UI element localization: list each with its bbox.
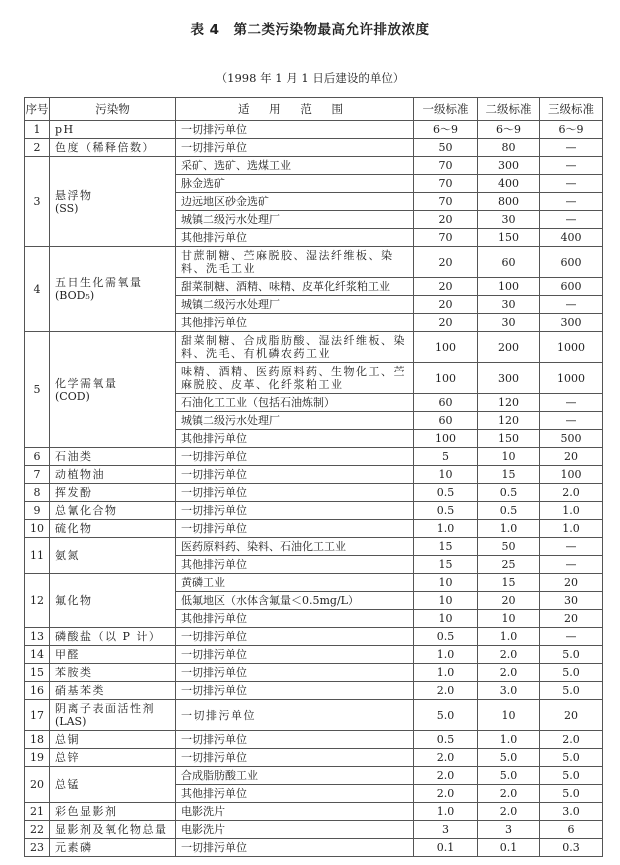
table-row <box>25 247 603 278</box>
scope-cell: 电影洗片 <box>176 821 414 839</box>
scope-cell: 味精、酒精、医药原料药、生物化工、苎麻脱胶、皮革、化纤浆粕工业 <box>176 363 414 394</box>
table-row <box>25 466 603 484</box>
pollutant-abbr: (COD) <box>55 389 90 403</box>
seq-cell: 19 <box>25 749 50 767</box>
level-2-value: 300 <box>478 363 540 394</box>
pollutant-name: 硝基苯类 <box>55 684 105 697</box>
level-3-value: — <box>540 296 603 314</box>
level-3-value: 20 <box>540 700 603 731</box>
seq-cell: 8 <box>25 484 50 502</box>
level-1-value: 20 <box>414 314 478 332</box>
pollutant-abbr: (BOD₅) <box>55 289 95 302</box>
scope-cell: 石油化工工业（包括石油炼制） <box>176 394 414 412</box>
level-1-value: 70 <box>414 175 478 193</box>
seq-cell: 7 <box>25 466 50 484</box>
table-subtitle: （1998 年 1 月 1 日后建设的单位） <box>215 71 405 85</box>
scope-cell: 其他排污单位 <box>176 314 414 332</box>
table-row <box>25 803 603 821</box>
level-1-value: 15 <box>414 556 478 574</box>
level-3-value: 20 <box>540 574 603 592</box>
level-2-value: 15 <box>478 574 540 592</box>
level-2-value: 150 <box>478 229 540 247</box>
scope-cell: 一切排污单位 <box>176 749 414 767</box>
scope-cell: 一切排污单位 <box>176 700 414 731</box>
level-1-value: 2.0 <box>414 682 478 700</box>
level-3-value: — <box>540 211 603 229</box>
pollutant-cell <box>50 749 176 767</box>
level-2-value: 1.0 <box>478 628 540 646</box>
level-1-value: 10 <box>414 466 478 484</box>
header-row <box>25 98 603 121</box>
level-3-value: 5.0 <box>540 767 603 785</box>
pollutant-name: 悬浮物 <box>55 188 93 202</box>
scope-cell: 城镇二级污水处理厂 <box>176 412 414 430</box>
table-row <box>25 628 603 646</box>
table-title-text: 第二类污染物最高允许排放浓度 <box>233 22 430 38</box>
level-3-value: 100 <box>540 466 603 484</box>
table-row <box>25 749 603 767</box>
seq-cell: 21 <box>25 803 50 821</box>
table-row <box>25 646 603 664</box>
pollutant-name: 彩色显影剂 <box>55 805 118 818</box>
table-row <box>25 839 603 857</box>
level-2-value: 120 <box>478 412 540 430</box>
level-2-value: 1.0 <box>478 520 540 538</box>
level-3-value: 300 <box>540 314 603 332</box>
level-3-value: 20 <box>540 448 603 466</box>
level-2-value: 10 <box>478 610 540 628</box>
header-seq: 序号 <box>25 98 50 121</box>
table-row <box>25 731 603 749</box>
pollutant-name: 总锌 <box>55 751 80 764</box>
table-row <box>25 821 603 839</box>
header-scope: 适 用 范 围 <box>176 98 414 121</box>
pollutant-name: 动植物油 <box>55 468 105 481</box>
table-row <box>25 139 603 157</box>
level-1-value: 20 <box>414 247 478 278</box>
level-2-value: 20 <box>478 592 540 610</box>
level-2-value: 120 <box>478 394 540 412</box>
seq-cell: 6 <box>25 448 50 466</box>
pollutant-cell <box>50 157 176 247</box>
level-1-value: 1.0 <box>414 803 478 821</box>
level-2-value: 80 <box>478 139 540 157</box>
level-2-value: 200 <box>478 332 540 363</box>
level-1-value: 100 <box>414 430 478 448</box>
level-1-value: 20 <box>414 296 478 314</box>
pollutant-cell <box>50 664 176 682</box>
seq-cell: 4 <box>25 247 50 332</box>
seq-cell: 10 <box>25 520 50 538</box>
level-3-value: — <box>540 175 603 193</box>
level-3-value: — <box>540 193 603 211</box>
level-3-value: 1000 <box>540 363 603 394</box>
scope-cell: 低氟地区（水体含氟量＜0.5mg/L） <box>176 592 414 610</box>
header-level3: 三级标准 <box>540 98 603 121</box>
scope-cell: 其他排污单位 <box>176 556 414 574</box>
level-2-value: 150 <box>478 430 540 448</box>
pollutant-cell <box>50 466 176 484</box>
level-3-value: 6 <box>540 821 603 839</box>
level-1-value: 2.0 <box>414 767 478 785</box>
table-row <box>25 574 603 592</box>
pollutant-cell <box>50 646 176 664</box>
scope-cell: 合成脂肪酸工业 <box>176 767 414 785</box>
pollutant-name: 元素磷 <box>55 841 93 854</box>
pollutant-name: 显影剂及氧化物总量 <box>55 823 168 836</box>
scope-cell: 其他排污单位 <box>176 229 414 247</box>
level-2-value: 1.0 <box>478 731 540 749</box>
table-row <box>25 157 603 175</box>
scope-cell: 一切排污单位 <box>176 121 414 139</box>
scope-cell: 其他排污单位 <box>176 610 414 628</box>
level-3-value: — <box>540 157 603 175</box>
level-3-value: 500 <box>540 430 603 448</box>
level-1-value: 20 <box>414 278 478 296</box>
scope-cell: 采矿、选矿、选煤工业 <box>176 157 414 175</box>
level-3-value: 1000 <box>540 332 603 363</box>
level-2-value: 50 <box>478 538 540 556</box>
level-2-value: 2.0 <box>478 664 540 682</box>
level-3-value: — <box>540 538 603 556</box>
pollutant-cell <box>50 731 176 749</box>
pollutant-cell <box>50 139 176 157</box>
seq-cell: 2 <box>25 139 50 157</box>
level-2-value: 6～9 <box>478 121 540 139</box>
level-3-value: 5.0 <box>540 749 603 767</box>
seq-cell: 9 <box>25 502 50 520</box>
level-2-value: 30 <box>478 314 540 332</box>
pollutant-name: 苯胺类 <box>55 666 93 679</box>
scope-cell: 一切排污单位 <box>176 664 414 682</box>
pollutant-cell <box>50 538 176 574</box>
pollutant-name: 总铜 <box>55 733 80 746</box>
level-2-value: 10 <box>478 700 540 731</box>
level-1-value: 6～9 <box>414 121 478 139</box>
table-title <box>0 18 620 38</box>
pollutant-cell <box>50 484 176 502</box>
level-3-value: 5.0 <box>540 646 603 664</box>
level-2-value: 3 <box>478 821 540 839</box>
pollutant-name: 氟化物 <box>55 594 93 607</box>
pollutant-name: 化学需氧量 <box>55 376 118 390</box>
level-2-value: 30 <box>478 211 540 229</box>
table-row <box>25 502 603 520</box>
pollutant-abbr: (SS) <box>55 201 79 215</box>
table-row <box>25 664 603 682</box>
scope-cell: 黄磷工业 <box>176 574 414 592</box>
level-3-value: 600 <box>540 278 603 296</box>
pollutant-cell <box>50 247 176 332</box>
pollutant-cell <box>50 121 176 139</box>
table-row <box>25 484 603 502</box>
table-body <box>25 121 603 857</box>
scope-cell: 一切排污单位 <box>176 502 414 520</box>
seq-cell: 20 <box>25 767 50 803</box>
seq-cell: 23 <box>25 839 50 857</box>
level-3-value: 1.0 <box>540 502 603 520</box>
level-1-value: 70 <box>414 229 478 247</box>
seq-cell: 17 <box>25 700 50 731</box>
scope-cell: 其他排污单位 <box>176 785 414 803</box>
header-pollutant: 污染物 <box>50 98 176 121</box>
level-2-value: 300 <box>478 157 540 175</box>
pollutant-abbr: (LAS) <box>55 715 87 728</box>
pollutant-standards-table <box>24 97 603 857</box>
scope-cell: 一切排污单位 <box>176 520 414 538</box>
pollutant-cell <box>50 821 176 839</box>
pollutant-name: 磷酸盐（以 P 计） <box>55 630 162 643</box>
pollutant-name: 五日生化需氧量 <box>55 276 143 289</box>
level-2-value: 800 <box>478 193 540 211</box>
level-3-value: 400 <box>540 229 603 247</box>
pollutant-cell <box>50 520 176 538</box>
level-3-value: — <box>540 556 603 574</box>
pollutant-cell <box>50 682 176 700</box>
level-3-value: 0.3 <box>540 839 603 857</box>
level-3-value: — <box>540 139 603 157</box>
level-2-value: 0.5 <box>478 484 540 502</box>
header-level1: 一级标准 <box>414 98 478 121</box>
scope-cell: 城镇二级污水处理厂 <box>176 296 414 314</box>
level-1-value: 1.0 <box>414 664 478 682</box>
table-row <box>25 682 603 700</box>
table-row <box>25 121 603 139</box>
level-3-value: 5.0 <box>540 785 603 803</box>
seq-cell: 12 <box>25 574 50 628</box>
scope-cell: 一切排污单位 <box>176 731 414 749</box>
level-1-value: 3 <box>414 821 478 839</box>
level-3-value: 1.0 <box>540 520 603 538</box>
level-2-value: 0.5 <box>478 502 540 520</box>
level-1-value: 15 <box>414 538 478 556</box>
table-row <box>25 538 603 556</box>
level-1-value: 1.0 <box>414 646 478 664</box>
table-number: 表 4 <box>190 22 220 38</box>
table-row <box>25 448 603 466</box>
table-row <box>25 767 603 785</box>
level-1-value: 0.1 <box>414 839 478 857</box>
pollutant-name: 石油类 <box>55 450 93 463</box>
scope-cell: 甜菜制糖、酒精、味精、皮革化纤浆粕工业 <box>176 278 414 296</box>
pollutant-cell <box>50 448 176 466</box>
level-2-value: 5.0 <box>478 749 540 767</box>
level-1-value: 70 <box>414 193 478 211</box>
level-3-value: 2.0 <box>540 484 603 502</box>
level-3-value: — <box>540 628 603 646</box>
level-3-value: — <box>540 412 603 430</box>
pollutant-name: 总氰化合物 <box>55 504 118 517</box>
seq-cell: 15 <box>25 664 50 682</box>
level-2-value: 60 <box>478 247 540 278</box>
pollutant-cell <box>50 574 176 628</box>
header-level2: 二级标准 <box>478 98 540 121</box>
level-2-value: 10 <box>478 448 540 466</box>
seq-cell: 5 <box>25 332 50 448</box>
level-1-value: 0.5 <box>414 502 478 520</box>
pollutant-cell <box>50 332 176 448</box>
scope-cell: 一切排污单位 <box>176 448 414 466</box>
scope-cell: 甘蔗制糖、苎麻脱胶、湿法纤维板、染料、洗毛工业 <box>176 247 414 278</box>
level-2-value: 30 <box>478 296 540 314</box>
level-1-value: 0.5 <box>414 628 478 646</box>
level-2-value: 400 <box>478 175 540 193</box>
level-2-value: 0.1 <box>478 839 540 857</box>
level-1-value: 100 <box>414 363 478 394</box>
level-1-value: 0.5 <box>414 731 478 749</box>
scope-cell: 边远地区砂金选矿 <box>176 193 414 211</box>
seq-cell: 1 <box>25 121 50 139</box>
pollutant-name: 挥发酚 <box>55 486 93 499</box>
level-2-value: 25 <box>478 556 540 574</box>
level-3-value: 20 <box>540 610 603 628</box>
table-row <box>25 700 603 731</box>
level-1-value: 10 <box>414 592 478 610</box>
pollutant-name: 总锰 <box>55 778 80 791</box>
scope-cell: 一切排污单位 <box>176 484 414 502</box>
pollutant-cell <box>50 502 176 520</box>
scope-cell: 一切排污单位 <box>176 628 414 646</box>
scope-cell: 一切排污单位 <box>176 646 414 664</box>
pollutant-name: 氨氮 <box>55 549 80 562</box>
level-2-value: 15 <box>478 466 540 484</box>
level-3-value: 600 <box>540 247 603 278</box>
scope-cell: 其他排污单位 <box>176 430 414 448</box>
level-3-value: — <box>540 394 603 412</box>
level-1-value: 60 <box>414 412 478 430</box>
seq-cell: 3 <box>25 157 50 247</box>
seq-cell: 14 <box>25 646 50 664</box>
scope-cell: 一切排污单位 <box>176 839 414 857</box>
pollutant-name: 阴离子表面活性剂 <box>55 702 155 715</box>
level-1-value: 1.0 <box>414 520 478 538</box>
pollutant-cell <box>50 700 176 731</box>
seq-cell: 18 <box>25 731 50 749</box>
pollutant-cell <box>50 767 176 803</box>
scope-cell: 一切排污单位 <box>176 682 414 700</box>
scope-cell: 一切排污单位 <box>176 139 414 157</box>
scope-cell: 医药原料药、染料、石油化工工业 <box>176 538 414 556</box>
level-3-value: 2.0 <box>540 731 603 749</box>
level-1-value: 5.0 <box>414 700 478 731</box>
level-2-value: 2.0 <box>478 803 540 821</box>
pollutant-name: 甲醛 <box>55 648 80 661</box>
level-3-value: 5.0 <box>540 664 603 682</box>
level-2-value: 2.0 <box>478 785 540 803</box>
level-1-value: 70 <box>414 157 478 175</box>
level-3-value: 6～9 <box>540 121 603 139</box>
level-2-value: 3.0 <box>478 682 540 700</box>
level-1-value: 10 <box>414 610 478 628</box>
level-1-value: 2.0 <box>414 785 478 803</box>
pollutant-name: 硫化物 <box>55 522 93 535</box>
level-3-value: 30 <box>540 592 603 610</box>
pollutant-cell <box>50 839 176 857</box>
level-2-value: 100 <box>478 278 540 296</box>
seq-cell: 11 <box>25 538 50 574</box>
level-2-value: 5.0 <box>478 767 540 785</box>
scope-cell: 电影洗片 <box>176 803 414 821</box>
level-1-value: 2.0 <box>414 749 478 767</box>
level-1-value: 5 <box>414 448 478 466</box>
level-1-value: 0.5 <box>414 484 478 502</box>
scope-cell: 一切排污单位 <box>176 466 414 484</box>
level-1-value: 100 <box>414 332 478 363</box>
table-row <box>25 520 603 538</box>
pollutant-name: pH <box>55 123 75 136</box>
level-2-value: 2.0 <box>478 646 540 664</box>
seq-cell: 13 <box>25 628 50 646</box>
pollutant-name: 色度（稀释倍数） <box>55 141 155 154</box>
seq-cell: 16 <box>25 682 50 700</box>
pollutant-cell <box>50 628 176 646</box>
scope-cell: 城镇二级污水处理厂 <box>176 211 414 229</box>
table-row <box>25 332 603 363</box>
level-1-value: 10 <box>414 574 478 592</box>
pollutant-cell <box>50 803 176 821</box>
level-1-value: 20 <box>414 211 478 229</box>
level-1-value: 50 <box>414 139 478 157</box>
level-3-value: 3.0 <box>540 803 603 821</box>
level-3-value: 5.0 <box>540 682 603 700</box>
scope-cell: 脉金选矿 <box>176 175 414 193</box>
seq-cell: 22 <box>25 821 50 839</box>
scope-cell: 甜菜制糖、合成脂肪酸、湿法纤维板、染料、洗毛、有机磷农药工业 <box>176 332 414 363</box>
level-1-value: 60 <box>414 394 478 412</box>
